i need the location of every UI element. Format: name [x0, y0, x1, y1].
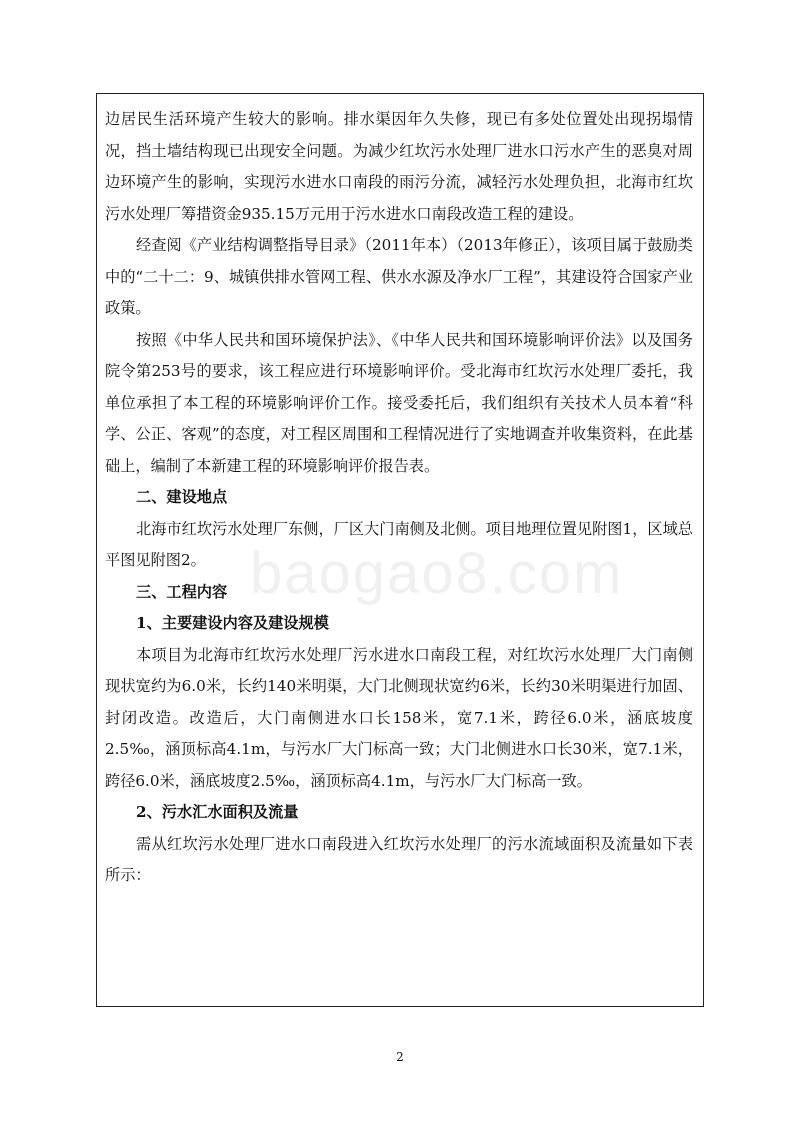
watermark: baogao8.com — [250, 541, 624, 606]
paragraph-background-continued: 边居民生活环境产生较大的影响。排水渠因年久失修，现已有多处位置处出现拐塌情况，挡土墙结构现已出现安全问题。为减少红坎污水处理厂进水口污水产生的恶臭对周边环境产生的影响，实现污水进水口南段的雨污分流，减轻污水处理负担，北海市红坎污水处理厂筹措资金935.15万元用于污水进水口南段改造工程的建设。 — [105, 110, 693, 223]
heading-flow: 2、污水汇水面积及流量 — [136, 803, 299, 821]
paragraph-site: 北海市红坎污水处理厂东侧，厂区大门南侧及北侧。项目地理位置见附图1，区域总平图见附图2。 — [105, 519, 693, 569]
heading-site: 二、建设地点 — [136, 488, 228, 506]
paragraph-eia-basis: 按照《中华人民共和国环境保护法》、《中华人民共和国环境影响评价法》以及国务院令第253号的要求，该工程应进行环境影响评价。受北海市红坎污水处理厂委托，我单位承担了本工程的环境影响评价工作。接受委托后，我们组织有关技术人员本着“科学、公正、客观”的态度，对工程区周围和工程情况进行了实地调查并收集资料，在此基础上，编制了本新建工程的环境影响评价报告表。 — [105, 330, 693, 475]
page-number: 2 — [396, 1050, 404, 1064]
heading-scale: 1、主要建设内容及建设规模 — [136, 614, 329, 632]
heading-content: 三、工程内容 — [136, 582, 228, 601]
paragraph-flow: 需从红坎污水处理厂进水口南段进入红坎污水处理厂的污水流域面积及流量如下表所示： — [105, 834, 693, 884]
paragraph-industry-policy: 经查阅《产业结构调整指导目录》（2011年本）（2013年修正），该项目属于鼓励类中的“二十二：9、城镇供排水管网工程、供水水源及净水厂工程”，其建设符合国家产业政策。 — [105, 236, 693, 317]
document-body — [105, 104, 693, 892]
paragraph-scale: 本项目为北海市红坎污水处理厂污水进水口南段工程，对红坎污水处理厂大门南侧现状宽约为6.0米，长约140米明渠，大门北侧现状宽约6米，长约30米明渠进行加固、封闭改造。改造后，大门南侧进水口长158米，宽7.1米，跨径6.0米，涵底坡度2.5‰，涵顶标高4.1m，与污水厂大门标高一致；大门北侧进水口长30米，宽7.1米，跨径6.0米，涵底坡度2.5‰，涵顶标高4.1m，与污水厂大门标高一致。 — [105, 645, 693, 790]
content-frame — [96, 93, 704, 1007]
